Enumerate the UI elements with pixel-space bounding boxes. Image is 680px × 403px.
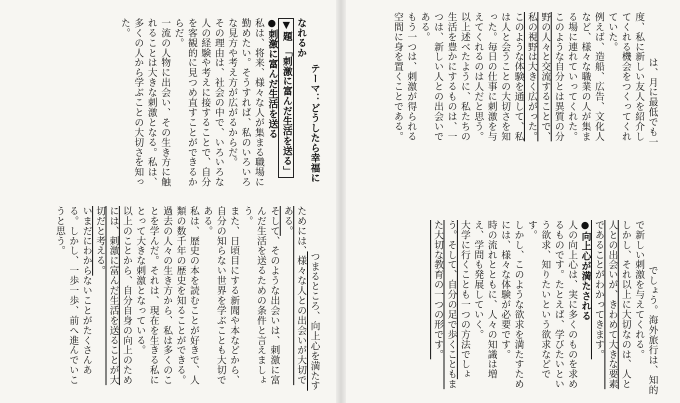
paragraph-line: 人の向上心は、実に多くのものを求めるものです。たとえば、学びたいという欲求、知りたいという欲求などです。 [525, 220, 578, 390]
paragraph-line: また、日頃目にする新聞や本などから、自分の知らない世界を学ぶことも大切である。 [201, 206, 240, 386]
paragraph-line: しかし、それ以上に大切なのは、人と人との出会いが、きわめて大きな要素であることがわかってきます。 [592, 220, 631, 390]
paragraph-line: 以上のことから、自分自身の向上のためには、刺激に富んだ生活を送ることが大切だと考える。 [94, 206, 132, 386]
theme-line: テーマ：どうしたら幸福になれるか [295, 18, 320, 183]
left-page-top-column [26, 18, 334, 188]
title-line: ▼題 「刺激に富んだ生活を送る」 [278, 18, 293, 178]
paragraph-line: でしょう。海外旅行は、知的で新しい刺激を与えてくれる。 [633, 220, 658, 395]
paragraph-line: 私は、歴史の本を読むことが好きで、人類の数千年の歴史を知ることができる。 [174, 206, 199, 386]
paragraph-line: 一流の人物に出会い、その生き方に触れることは大きな刺激となる。私は、多くの人から学ぶことの大切さを知った。 [118, 18, 171, 188]
section-heading: ●刺激に富んだ生活を送る [266, 18, 278, 139]
paragraph-line: 時の流れとともに、人々の知識は増え、学問も発展していく。 [472, 220, 497, 380]
section-heading: ●向上心が満たされる [579, 220, 591, 321]
paragraph-line: 大学に行くことも一つの方法でしょう。そして、自分の足で歩くこともまた大切な教育の一つの形です。 [432, 220, 470, 390]
paragraph-line: その理由は、社会の中で、いろいろな人の経験や考えに接することで、自分を客観的に見つめ直すことができるからだ。 [172, 18, 224, 188]
paragraph-line: 以上述べたように、私たちの生活を豊かにするものは、一つは、新しい人との出会いである。 [418, 12, 470, 142]
right-page-top-column [354, 12, 672, 150]
paragraph-line: 過去の人々の生き方から、私は多くのことを学んだ。それは、現在を生きる私にとって大きな刺激となっている。 [134, 206, 173, 386]
paragraph-line: このような自分とは異質の分野の人々と交流することで、私の視野は大きく広がった。 [525, 12, 564, 142]
paragraph-line: しかし、このような欲求を満たすためには、様々な体験が必要です。 [499, 220, 524, 390]
paragraph-line: このような体験を通して、私は人と会うことの大切さを知った。毎日の仕事に刺激を与えてくれるのは人だと思う。 [472, 12, 524, 142]
paragraph-line: つまるところ、向上心を満たすためには、様々な人との出会いが大切である。 [281, 206, 320, 391]
page-gutter [336, 0, 346, 403]
paragraph-line: もう一つは、刺激が得られる空間に身を置くことである。 [391, 12, 417, 142]
paragraph-line: いまだにわからないことがたくさんある。しかし、一歩一歩、前へ進んでいこうと思う。 [53, 206, 92, 386]
paragraph-line: そして、そのような出会いは、刺激に富んだ生活を送るための条件と言えましょう。 [241, 206, 280, 386]
paragraph-line: 私は、将来、様々な人が集まる職場に勤めたい。そうすれば、私のいろいろな見方や考え方が広がるからだ。 [226, 18, 264, 188]
paragraph-line: 例えば、造船、広告、文化人など、様々な職業の人が集まる場に連れていってくれた。 [566, 12, 604, 142]
paragraph-line: は、月に最低でも一度、私に新しい友人を紹介してくれる機会をつくってくれていた。 [606, 12, 658, 147]
left-page-bottom-column [26, 206, 334, 392]
right-page-bottom-column [354, 220, 672, 396]
